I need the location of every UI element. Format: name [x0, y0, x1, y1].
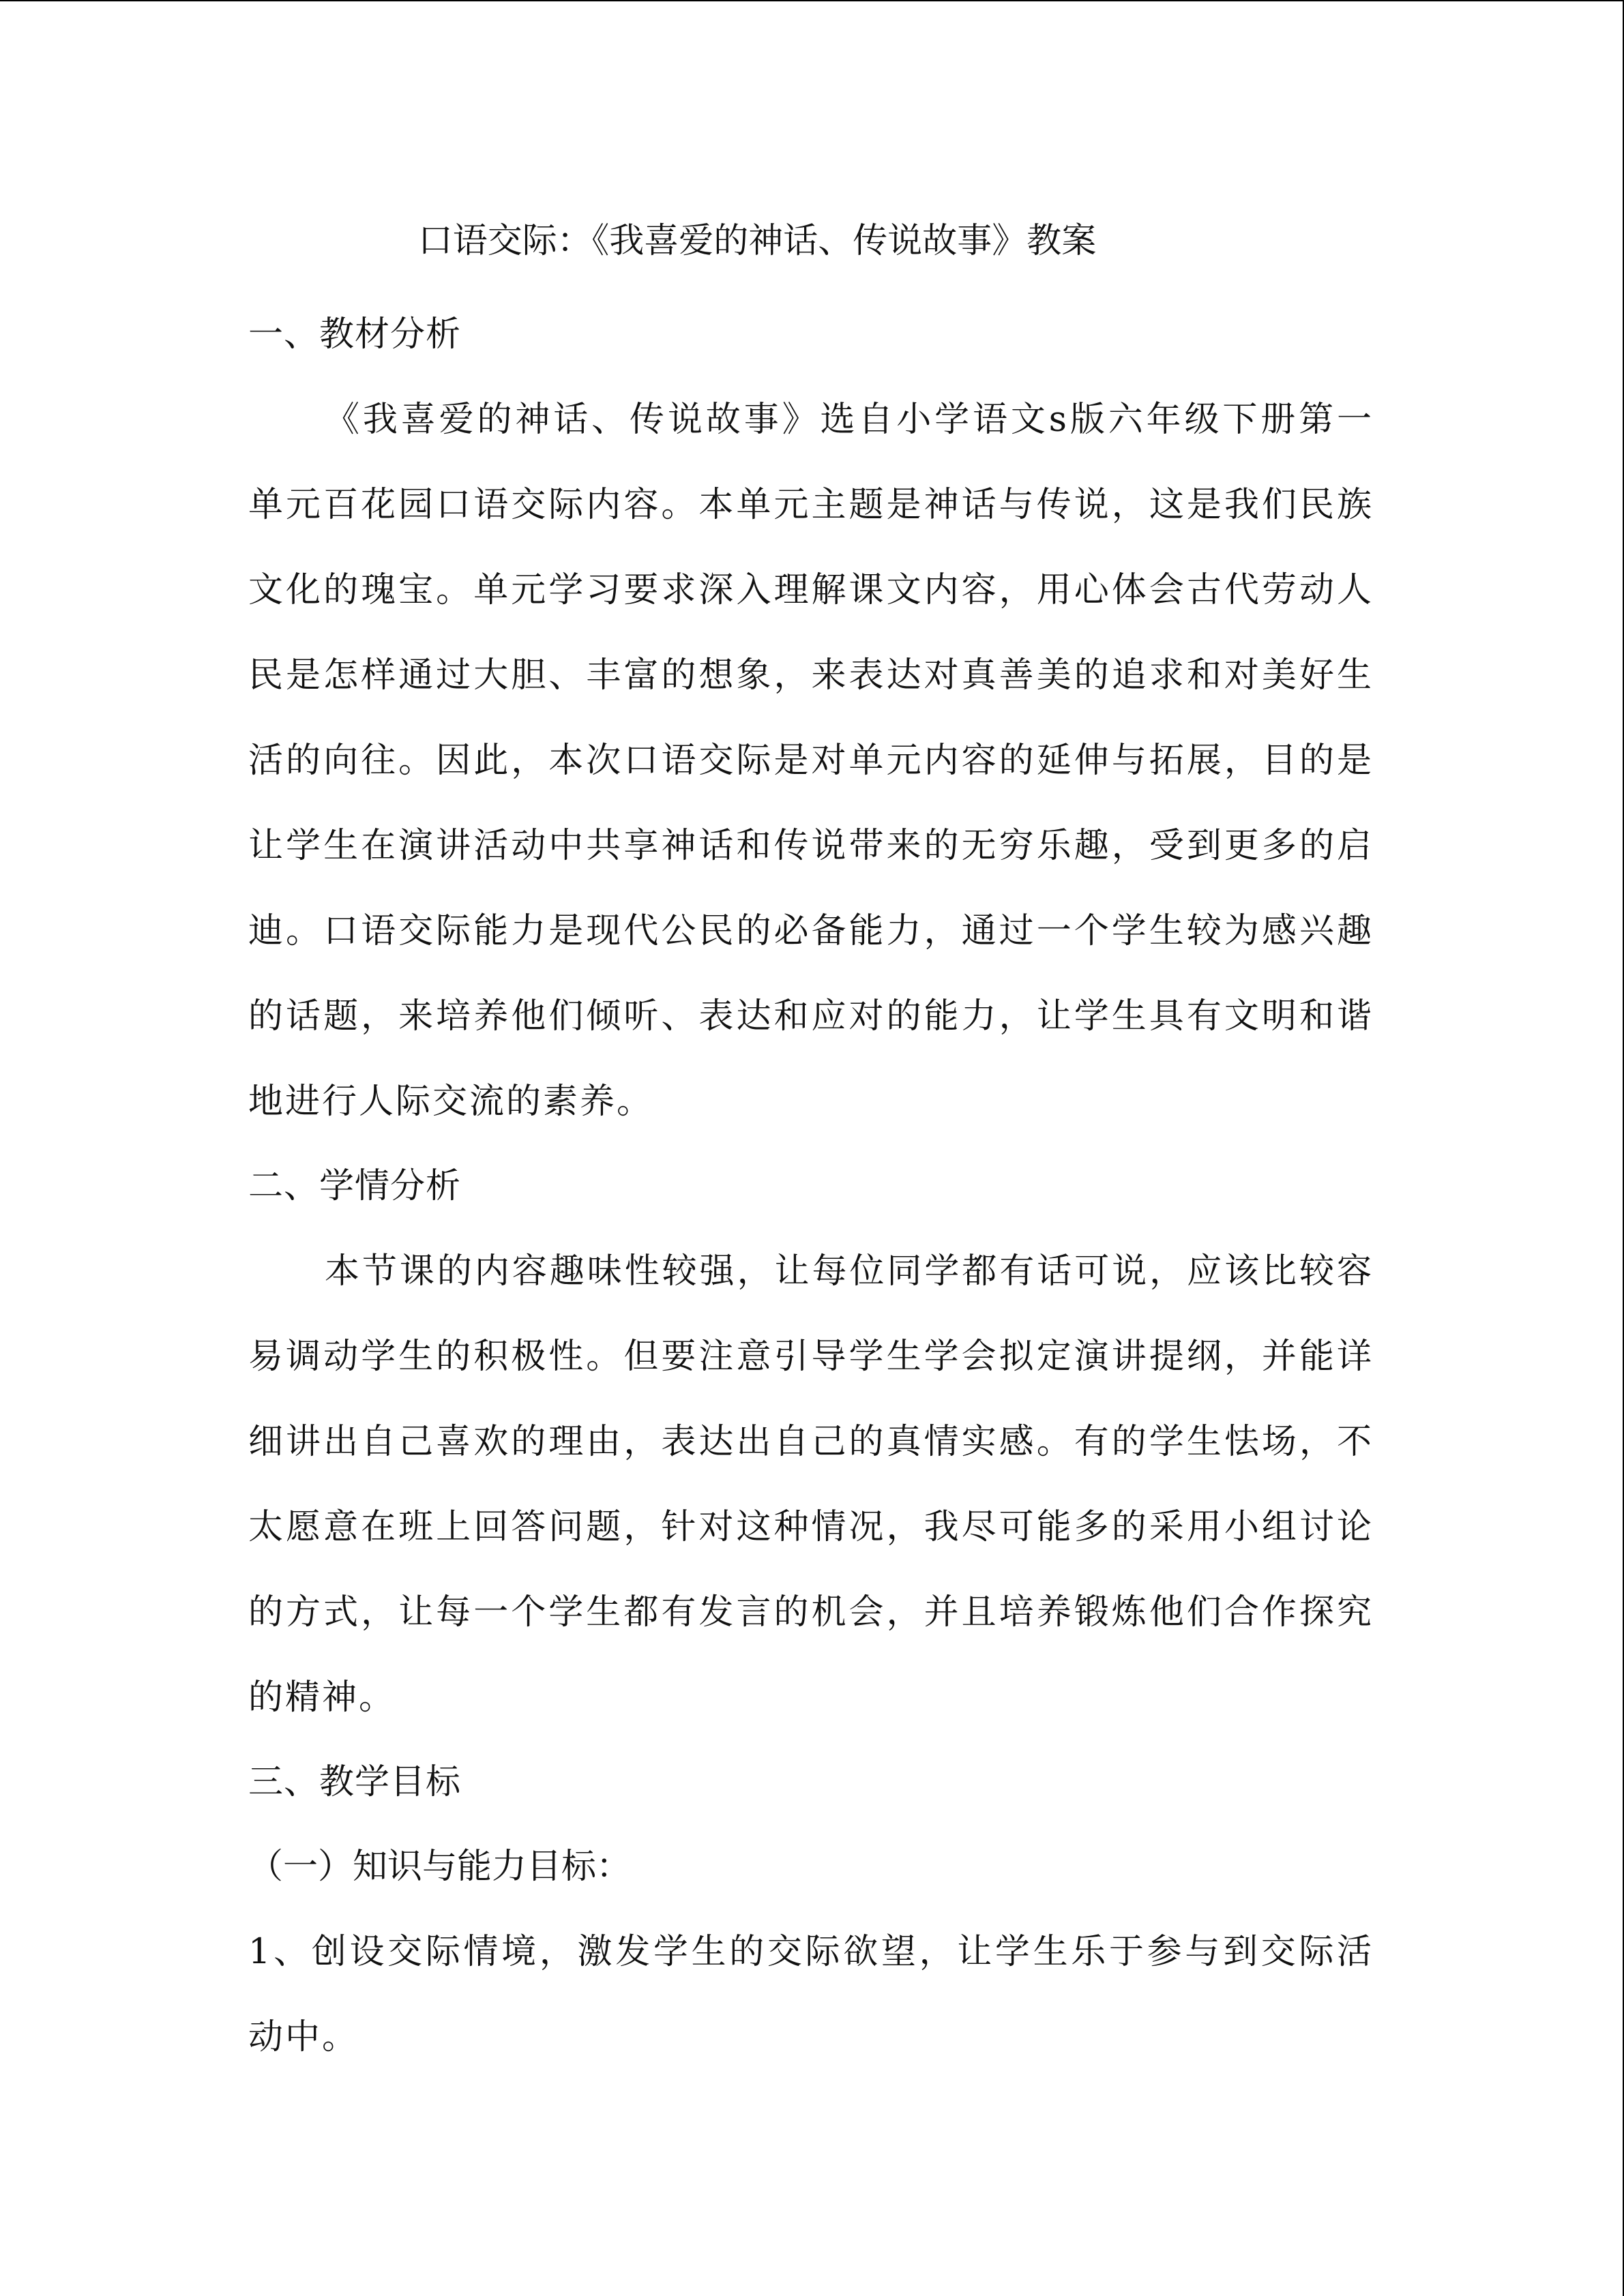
document-title: 口语交际：《我喜爱的神话、传说故事》教案 — [417, 221, 1097, 261]
goal-item-1: 1、创设交际情境，激发学生的交际欲望，让学生乐于参与到交际活动中。 — [248, 1932, 1374, 2057]
paragraph-student-analysis: 本节课的内容趣味性较强，让每位同学都有话可说，应该比较容易调动学生的积极性。但要注意引导学生学会拟定演讲提纲，并能详细讲出自己喜欢的理由，表达出自己的真情实感。有的学生怯场，不太愿意在班上回答问题，针对这种情况，我尽可能多的采用小组讨论的方式，让每一个学生都有发言的机会，并且培养锻炼他们合作探究的精神。 — [248, 1251, 1374, 1718]
subheading-knowledge-ability-goals: （一）知识与能力目标： — [248, 1847, 632, 1887]
section-heading-teaching-goals: 三、教学目标 — [248, 1762, 462, 1802]
paragraph-textbook-analysis: 《我喜爱的神话、传说故事》选自小学语文s版六年级下册第一单元百花园口语交际内容。本单元主题是神话与传说，这是我们民族文化的瑰宝。单元学习要求深入理解课文内容，用心体会古代劳动人民是怎样通过大胆、丰富的想象，来表达对真善美的追求和对美好生活的向往。因此，本次口语交际是对单元内容的延伸与拓展，目的是让学生在演讲活动中共享神话和传说带来的无穷乐趣，受到更多的启迪。口语交际能力是现代公民的必备能力，通过一个学生较为感兴趣的话题，来培养他们倾听、表达和应对的能力，让学生具有文明和谐地进行人际交流的素养。 — [248, 400, 1374, 1122]
section-heading-student-analysis: 二、学情分析 — [248, 1166, 462, 1206]
document-body — [248, 293, 1374, 2080]
section-heading-textbook-analysis: 一、教材分析 — [248, 314, 462, 355]
